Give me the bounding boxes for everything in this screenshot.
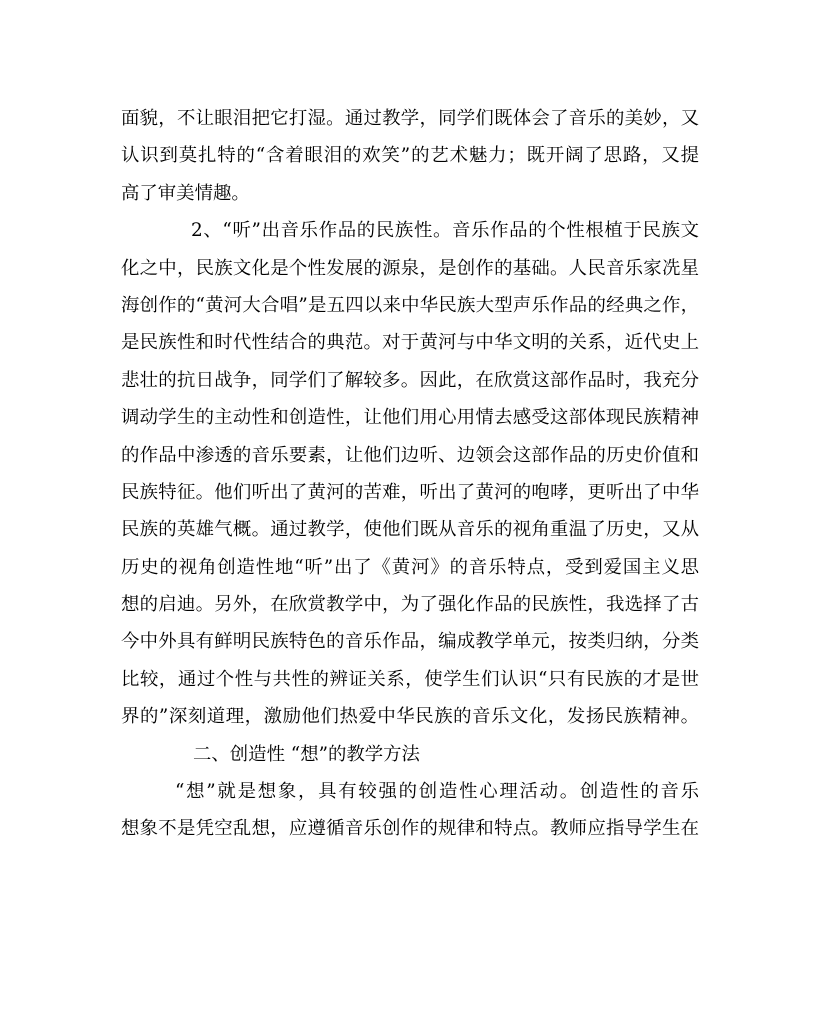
text-line: 认识到莫扎特的“含着眼泪的欢笑”的艺术魅力；既开阔了思路，又提 [121, 145, 699, 167]
text-line: 比较，通过个性与共性的辨证关系，使学生们认识“只有民族的才是世 [121, 668, 699, 690]
text-line: 悲壮的抗日战争，同学们了解较多。因此，在欣赏这部作品时，我充分 [121, 369, 699, 391]
text-line: 界的”深刻道理，激励他们热爱中华民族的音乐文化，发扬民族精神。 [121, 706, 699, 728]
text-line: 历史的视角创造性地“听”出了《黄河》的音乐特点，受到爱国主义思 [121, 556, 699, 578]
paragraph-start-line: “想”就是想象，具有较强的创造性心理活动。创造性的音乐 [175, 781, 699, 803]
text-line: 今中外具有鲜明民族特色的音乐作品，编成教学单元，按类归纳，分类 [121, 631, 699, 653]
text-line: 面貌，不让眼泪把它打湿。通过教学，同学们既体会了音乐的美妙，又 [121, 108, 699, 129]
text-line: 是民族性和时代性结合的典范。对于黄河与中华文明的关系，近代史上 [121, 332, 699, 354]
text-line: 海创作的“黄河大合唱”是五四以来中华民族大型声乐作品的经典之作， [121, 294, 699, 316]
text-line: 想象不是凭空乱想，应遵循音乐创作的规律和特点。教师应指导学生在 [121, 818, 699, 840]
paragraph-start-line: 2、“听”出音乐作品的民族性。音乐作品的个性根植于民族文 [191, 220, 699, 242]
text-line: 调动学生的主动性和创造性，让他们用心用情去感受这部体现民族精神 [121, 407, 699, 429]
text-line: 想的启迪。另外，在欣赏教学中，为了强化作品的民族性，我选择了古 [121, 594, 699, 616]
text-line: 民族特征。他们听出了黄河的苦难，听出了黄河的咆哮，更听出了中华 [121, 481, 699, 503]
text-line: 民族的英雄气概。通过教学，使他们既从音乐的视角重温了历史，又从 [121, 519, 699, 541]
text-line: 化之中，民族文化是个性发展的源泉，是创作的基础。人民音乐家冼星 [121, 257, 699, 279]
body-text [121, 100, 699, 848]
text-line: 的作品中渗透的音乐要素，让他们边听、边领会这部作品的历史价值和 [121, 444, 699, 466]
section-heading: 二、创造性 “想”的教学方法 [193, 743, 420, 765]
text-line: 高了审美情趣。 [121, 182, 250, 204]
